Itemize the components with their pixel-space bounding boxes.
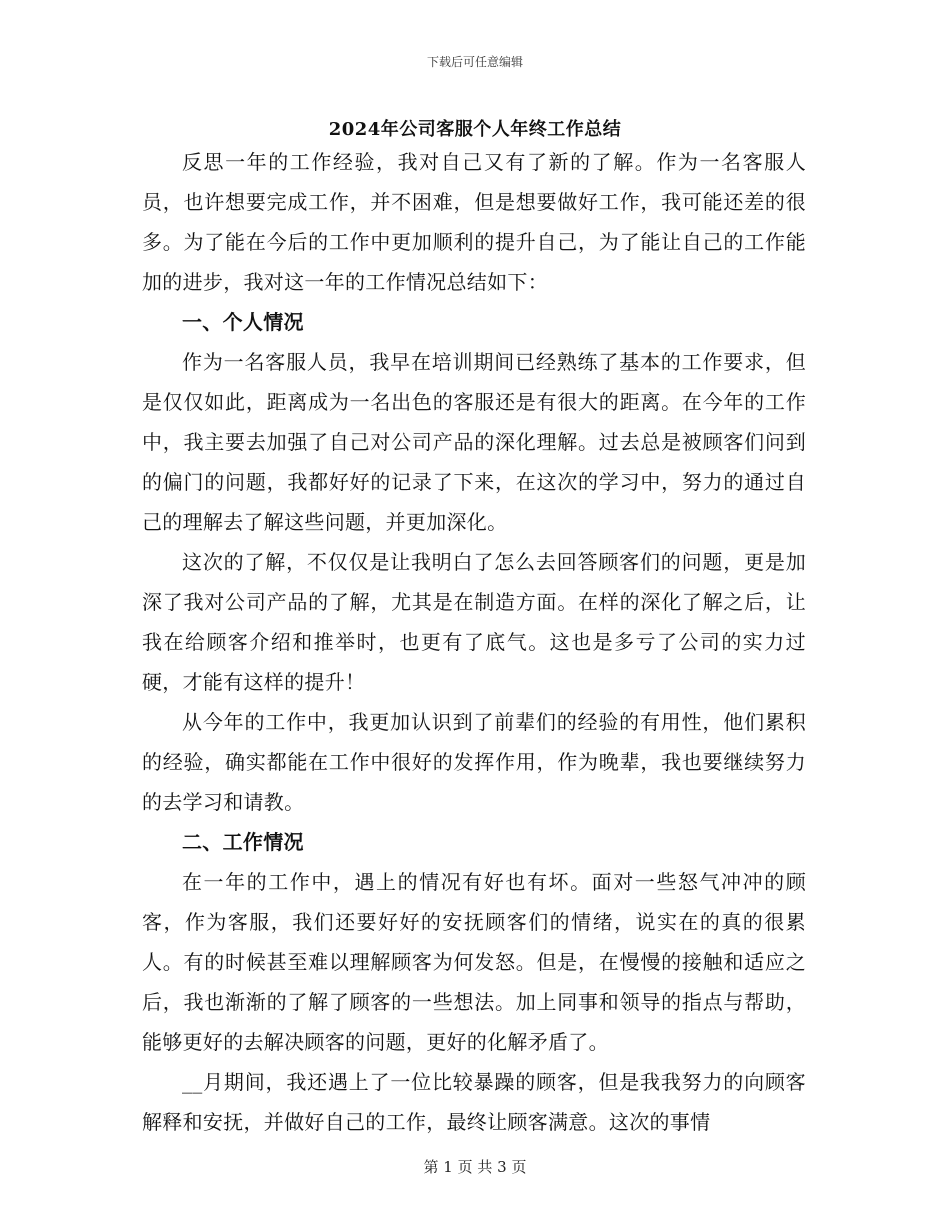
intro-paragraph: 反思一年的工作经验，我对自己又有了新的了解。作为一名客服人员，也许想要完成工作，并不困难，但是想要做好工作，我可能还差的很多。为了能在今后的工作中更加顺利的提升自己，为了能让自己的工作能加的进步，我对这一年的工作情况总结如下： [142, 150, 806, 294]
section-heading-work: 二、工作情况 [182, 830, 304, 854]
page-header-note: 下载后可任意编辑 [426, 55, 523, 69]
document-body [142, 142, 806, 1142]
personal-paragraph-2: 这次的了解，不仅仅是让我明白了怎么去回答顾客们的问题，更是加深了我对公司产品的了解，尤其是在制造方面。在样的深化了解之后，让我在给顾客介绍和推举时，也更有了底气。这也是多亏了公司的实力过硬，才能有这样的提升！ [142, 550, 806, 694]
personal-paragraph-1: 作为一名客服人员，我早在培训期间已经熟练了基本的工作要求，但是仅仅如此，距离成为一名出色的客服还是有很大的距离。在今年的工作中，我主要去加强了自己对公司产品的深化理解。过去总是被顾客们问到的偏门的问题，我都好好的记录了下来，在这次的学习中，努力的通过自己的理解去了解这些问题，并更加深化。 [142, 350, 806, 534]
page-number-footer: 第 1 页 共 3 页 [423, 1158, 527, 1176]
work-paragraph-1: 在一年的工作中，遇上的情况有好也有坏。面对一些怒气冲冲的顾客，作为客服，我们还要好好的安抚顾客们的情绪，说实在的真的很累人。有的时候甚至难以理解顾客为何发怒。但是，在慢慢的接触和适应之后，我也渐渐的了解了顾客的一些想法。加上同事和领导的指点与帮助，能够更好的去解决顾客的问题，更好的化解矛盾了。 [142, 870, 806, 1054]
personal-paragraph-3: 从今年的工作中，我更加认识到了前辈们的经验的有用性，他们累积的经验，确实都能在工作中很好的发挥作用，作为晚辈，我也要继续努力的去学习和请教。 [142, 710, 806, 814]
section-heading-personal: 一、个人情况 [182, 310, 304, 334]
document-title: 2024年公司客服个人年终工作总结 [328, 119, 622, 140]
work-paragraph-2: __月期间，我还遇上了一位比较暴躁的顾客，但是我我努力的向顾客解释和安抚，并做好自己的工作，最终让顾客满意。这次的事情 [142, 1070, 806, 1134]
